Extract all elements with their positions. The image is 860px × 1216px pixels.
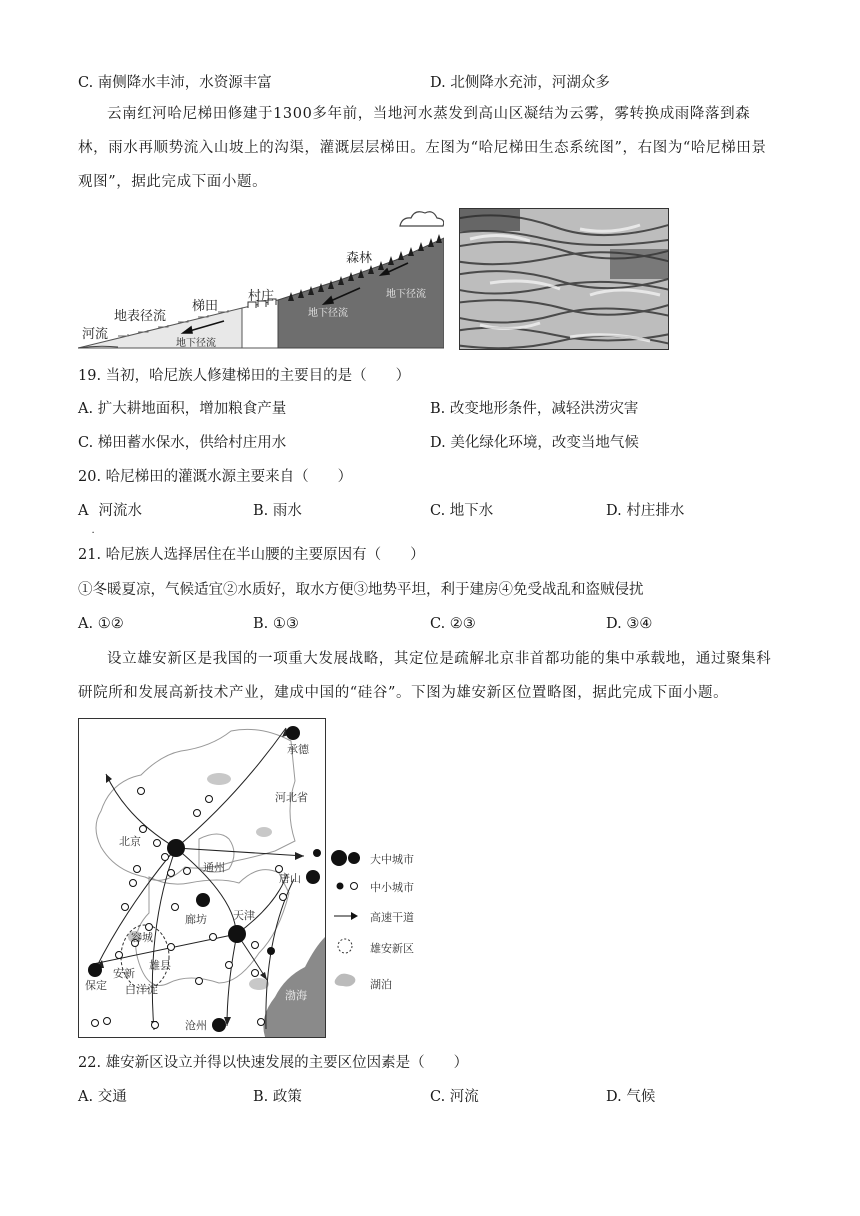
map-label-baoding: 保定 (85, 979, 107, 992)
label-groundwater-3: 地下径流 (386, 289, 426, 300)
hani-terrace-photo (459, 208, 669, 350)
q22-stem: 22. 雄安新区设立并得以快速发展的主要区位因素是（ ） (78, 1055, 469, 1071)
map-label-beijing: 北京 (119, 835, 141, 848)
label-river: 河流 (82, 327, 109, 342)
map-label-rongcheng: 容城 (131, 931, 153, 944)
map-label-tangshan: 唐山 (279, 872, 301, 885)
q20-option-d: D. 村庄排水 (606, 503, 685, 519)
q20-option-c: C. 地下水 (430, 503, 494, 519)
label-terrace: 梯田 (192, 299, 219, 314)
q20-option-a-letter: A (78, 503, 89, 519)
q22-option-b: B. 政策 (253, 1089, 302, 1105)
map-label-hebei: 河北省 (275, 791, 308, 804)
xiongan-location-map (78, 718, 326, 1038)
map-label-anxin: 安新 (113, 967, 135, 980)
passage-xiongan: 设立雄安新区是我国的一项重大发展战略，其定位是疏解北京非首都功能的集中承载地，通过聚集科研院所和发展高新技术产业，建成中国的“硅谷”。下图为雄安新区位置略图，据此完成下面小题。 (78, 651, 772, 701)
legend-lake: 湖泊 (370, 978, 392, 991)
q20-option-a: A . 河流水 (78, 503, 142, 536)
q19-option-b: B. 改变地形条件，减轻洪涝灾害 (430, 401, 639, 417)
q19-option-a: A. 扩大耕地面积，增加粮食产量 (78, 401, 287, 417)
label-forest: 森林 (346, 251, 373, 266)
map-legend-symbols (330, 846, 360, 996)
legend-small-city: 中小城市 (370, 881, 414, 894)
map-label-tianjin: 天津 (233, 909, 255, 922)
q22-option-c: C. 河流 (430, 1089, 479, 1105)
map-label-cangzhou: 沧州 (185, 1019, 207, 1032)
label-surface-runoff: 地表径流 (114, 309, 167, 324)
q19-option-c: C. 梯田蓄水保水，供给村庄用水 (78, 435, 287, 451)
q19-stem: 19. 当初，哈尼族人修建梯田的主要目的是（ ） (78, 368, 411, 384)
q22-option-d: D. 气候 (606, 1089, 656, 1105)
label-groundwater-2: 地下径流 (308, 308, 348, 319)
cloud-icon (400, 212, 444, 226)
q21-stem: 21. 哈尼族人选择居住在半山腰的主要原因有（ ） (78, 547, 425, 563)
passage-hani-terraces: 云南红河哈尼梯田修建于1300多年前，当地河水蒸发到高山区凝结为云雾，雾转换成雨降落到森林，雨水再顺势流入山坡上的沟渠，灌溉层层梯田。左图为“哈尼梯田生态系统图”，右图为“哈尼梯田景观图”，据此完成下面小题。 (78, 106, 767, 190)
q20-option-b: B. 雨水 (253, 503, 302, 519)
map-label-langfang: 廊坊 (185, 913, 207, 926)
legend-big-city: 大中城市 (370, 853, 414, 866)
map-label-xiongxian: 雄县 (149, 959, 171, 972)
hani-ecosystem-diagram (78, 208, 444, 352)
label-groundwater-1: 地下径流 (176, 338, 216, 349)
q18-option-d: D. 北侧降水充沛，河湖众多 (430, 75, 610, 91)
q21-items: ①冬暖夏凉，气候适宜②水质好，取水方便③地势平坦，利于建房④免受战乱和盗贼侵扰 (78, 582, 644, 598)
q19-option-d: D. 美化绿化环境，改变当地气候 (430, 435, 639, 451)
legend-expressway: 高速干道 (370, 911, 414, 924)
q20-stem: 20. 哈尼梯田的灌溉水源主要来自（ ） (78, 469, 353, 485)
q21-option-a: A. ①② (78, 616, 124, 632)
map-label-baiyangdian: 白洋淀 (125, 983, 158, 996)
label-village: 村庄 (248, 289, 275, 304)
q18-option-c: C. 南侧降水丰沛，水资源丰富 (78, 75, 272, 91)
q21-option-d: D. ③④ (606, 616, 653, 632)
q21-option-b: B. ①③ (253, 616, 299, 632)
q21-option-c: C. ②③ (430, 616, 476, 632)
q22-option-a: A. 交通 (78, 1089, 127, 1105)
legend-xiongan: 雄安新区 (370, 942, 414, 955)
q20-option-a-text: 河流水 (98, 503, 142, 519)
map-label-chengde: 承德 (287, 743, 309, 756)
map-label-bohai: 渤海 (285, 989, 307, 1002)
map-label-tongzhou: 通州 (203, 861, 225, 874)
